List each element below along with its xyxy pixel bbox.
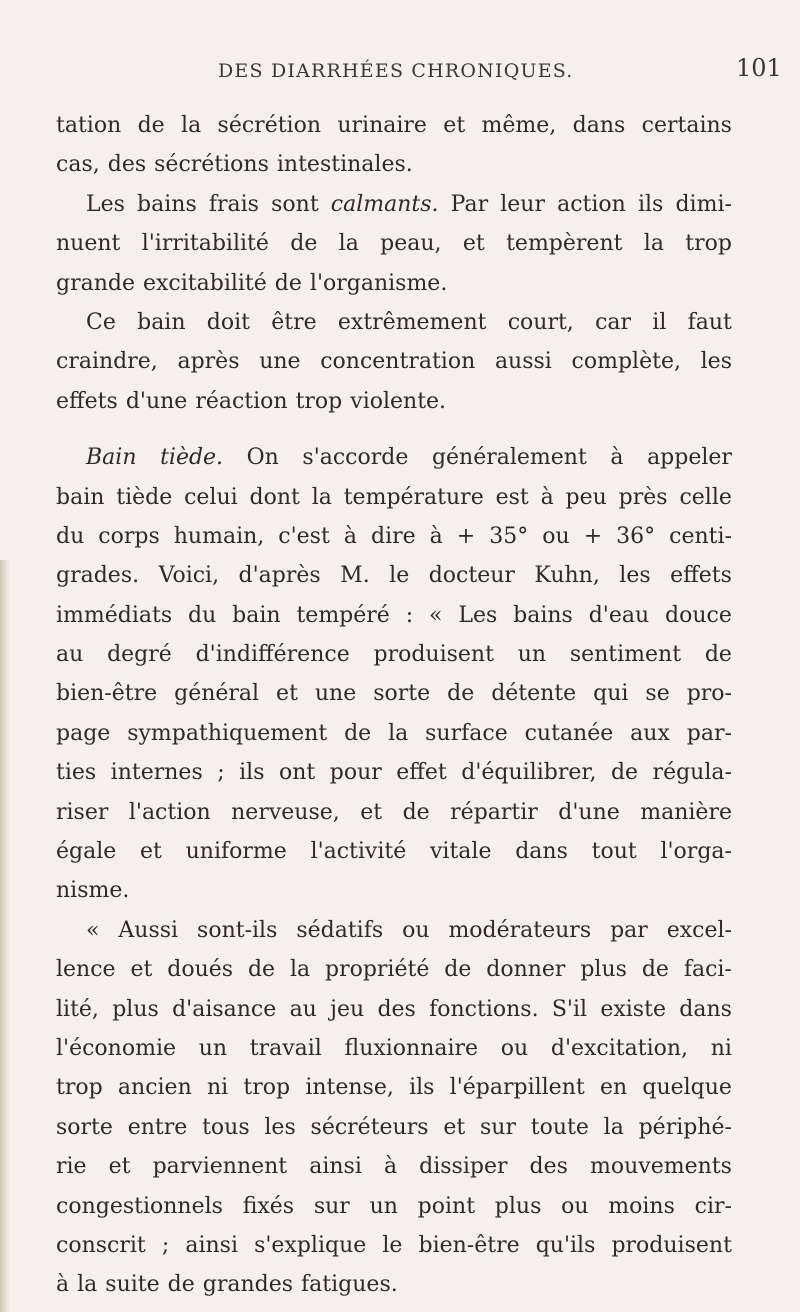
text-word: humain, <box>173 523 265 549</box>
text-word: moins <box>608 1193 675 1219</box>
text-word: près <box>618 484 668 510</box>
text-word: dimi- <box>675 191 732 217</box>
text-word: vitale <box>430 839 492 865</box>
text-word: Voici, <box>158 563 220 589</box>
text-word: lité, <box>56 996 99 1022</box>
text-word: peau, <box>380 231 442 257</box>
text-word: et <box>443 113 466 138</box>
text-word: la <box>643 231 664 257</box>
text-word: sorte <box>373 681 431 707</box>
text-word: tempèrent <box>506 231 623 257</box>
text-word: appeler <box>647 445 732 471</box>
text-line <box>56 596 732 635</box>
text-word: craindre, <box>56 349 158 375</box>
text-word: la <box>181 113 202 138</box>
text-word: nuent <box>56 231 121 257</box>
text-word: périphé- <box>638 1114 732 1140</box>
text-word: à <box>610 445 624 471</box>
text-line <box>56 517 732 556</box>
text-word: grandes <box>202 1272 294 1298</box>
text-line <box>56 342 732 381</box>
text-word: pro- <box>686 681 732 707</box>
text-word: intestinales. <box>276 152 413 178</box>
text-word: car <box>595 309 632 335</box>
text-line <box>56 264 732 303</box>
text-word: cir- <box>694 1193 732 1219</box>
text-word: bain <box>137 309 186 335</box>
text-word: effets <box>56 388 118 414</box>
text-word: à <box>343 523 357 549</box>
text-word: à <box>383 1154 398 1180</box>
text-word: plus <box>112 996 159 1022</box>
text-line <box>56 1108 732 1147</box>
text-word: réaction <box>195 388 288 414</box>
text-word: produisent <box>373 642 494 668</box>
text-word: et <box>108 1154 131 1180</box>
text-word: et <box>443 1114 466 1140</box>
text-word: qu'ils <box>535 1232 596 1258</box>
text-word: sur <box>313 1193 350 1219</box>
text-word: sentiment <box>569 642 682 668</box>
text-line <box>56 224 732 263</box>
text-word: répartir <box>450 799 538 825</box>
text-word: et <box>462 231 485 257</box>
text-word: le <box>382 1232 403 1258</box>
text-word: Aussi <box>118 917 179 943</box>
text-word: ainsi <box>309 1154 362 1180</box>
text-line <box>56 871 732 910</box>
text-word: tiède <box>116 484 173 510</box>
text-word: excitabilité <box>143 270 267 296</box>
text-word: la <box>388 720 409 746</box>
text-word: complète, <box>571 349 681 375</box>
text-word: tempéré <box>296 602 390 628</box>
text-word: dont <box>249 484 300 510</box>
text-word: bains <box>137 191 197 217</box>
text-word: toute <box>530 1114 589 1140</box>
text-word: des <box>377 996 416 1022</box>
text-word: intense, <box>305 1075 394 1101</box>
text-word: M. <box>340 563 370 589</box>
text-word: ou <box>402 917 430 943</box>
text-word: détente <box>491 681 577 707</box>
text-word: à <box>56 1272 70 1298</box>
text-word: les <box>264 1114 296 1140</box>
text-word: dissiper <box>419 1154 508 1180</box>
text-word: : <box>405 602 414 628</box>
text-word: de <box>704 642 732 668</box>
text-word: est <box>495 484 529 510</box>
text-word: grande <box>56 270 135 296</box>
text-word: être <box>271 309 317 335</box>
text-word: ; <box>161 1232 170 1258</box>
text-word: celui <box>184 484 238 510</box>
text-word: pour <box>329 760 382 786</box>
text-word: produisent <box>611 1232 732 1258</box>
text-word: effet <box>396 760 447 786</box>
text-word: sécrétions <box>154 152 269 178</box>
text-word: existe <box>600 996 666 1022</box>
text-line <box>56 556 732 595</box>
text-word: et <box>276 681 298 707</box>
text-word: une <box>314 681 357 707</box>
text-word: température <box>343 484 484 510</box>
text-word: propriété <box>324 957 430 983</box>
text-word: travail <box>249 1035 322 1061</box>
text-word: tiède. <box>160 445 224 471</box>
text-word: ancien <box>117 1075 192 1101</box>
text-word: donner <box>486 957 566 983</box>
text-word: parviennent <box>152 1154 288 1180</box>
text-word: corps <box>98 523 160 549</box>
text-word: bains <box>513 602 573 628</box>
text-word: s'accorde <box>302 445 409 471</box>
text-word: uniforme <box>185 839 287 865</box>
text-word: de <box>247 957 276 983</box>
text-word: riser <box>56 799 109 825</box>
text-word: suite <box>105 1272 160 1298</box>
text-line <box>56 832 732 871</box>
text-word: de <box>447 681 475 707</box>
text-word: ; <box>217 760 225 786</box>
text-word: une <box>259 349 301 375</box>
text-word: d'eau <box>588 602 650 628</box>
text-line <box>56 1029 732 1068</box>
text-word: qui <box>593 681 629 707</box>
text-word: ou <box>542 523 570 549</box>
text-word: modérateurs <box>448 917 592 943</box>
text-word: page <box>56 720 111 746</box>
text-word: centi- <box>669 523 732 549</box>
text-word: fluxionnaire <box>344 1035 479 1061</box>
text-word: 35° <box>489 523 529 549</box>
text-word: faci- <box>683 957 732 983</box>
text-word: de <box>137 113 165 138</box>
text-word: des <box>529 1154 568 1180</box>
text-word: l'organisme. <box>309 270 448 296</box>
text-word: du <box>188 602 217 628</box>
text-word: sont-ils <box>197 917 278 943</box>
text-word: l'activité <box>310 839 407 865</box>
text-word: trop <box>56 1075 103 1101</box>
text-line <box>56 382 732 421</box>
text-line <box>56 950 732 989</box>
text-word: frais <box>208 191 259 217</box>
text-word: nerveuse, <box>231 799 340 825</box>
text-word: de <box>444 957 472 983</box>
text-word: au <box>289 996 317 1022</box>
text-word: un <box>517 642 547 668</box>
text-word: + <box>583 523 603 549</box>
text-word: de <box>290 231 318 257</box>
text-word: bien-être <box>418 1232 520 1258</box>
text-word: égale <box>56 839 117 865</box>
text-word: Par <box>450 191 489 217</box>
text-word: dans <box>572 113 626 138</box>
text-word: ont <box>278 760 316 786</box>
text-word: plus <box>494 1193 542 1219</box>
text-word: plus <box>580 957 627 983</box>
text-word: fixés <box>242 1193 295 1219</box>
text-word: mouvements <box>590 1154 732 1180</box>
text-word: la <box>77 1272 98 1298</box>
text-word: même, <box>481 113 557 138</box>
text-word: extrêmement <box>337 309 487 335</box>
text-word: action <box>557 191 626 217</box>
running-title: DES DIARRHÉES CHRONIQUES. <box>218 60 574 82</box>
text-word: de <box>610 760 639 786</box>
text-word: + <box>456 523 476 549</box>
text-word: les <box>619 563 651 589</box>
text-word: grades. <box>56 563 140 589</box>
text-line <box>56 1226 732 1265</box>
text-word: en <box>599 1075 628 1101</box>
text-word: aux <box>630 720 670 746</box>
text-word: « <box>429 602 443 628</box>
text-word: un <box>198 1035 228 1061</box>
text-word: Les <box>458 602 498 628</box>
text-word: violente. <box>350 388 447 414</box>
text-word: Les <box>86 191 125 217</box>
text-word: congestionnels <box>56 1193 223 1219</box>
text-word: dire <box>370 523 416 549</box>
text-word: la <box>603 1114 624 1140</box>
body-text <box>56 106 732 1305</box>
text-line <box>56 990 732 1029</box>
text-word: rie <box>56 1154 87 1180</box>
text-word: sédatifs <box>296 917 384 943</box>
text-word: trop <box>295 388 343 414</box>
text-line <box>56 438 732 477</box>
text-word: ils <box>239 760 265 786</box>
text-word: du <box>56 523 85 549</box>
text-line <box>56 1187 732 1226</box>
text-word: l'orga- <box>660 839 732 865</box>
running-head <box>0 54 800 88</box>
text-word: fonctions. <box>429 996 539 1022</box>
text-word: ni <box>206 1075 229 1101</box>
text-line <box>56 635 732 674</box>
text-word: s'explique <box>254 1232 367 1258</box>
text-word: degré <box>107 642 172 668</box>
text-word: quelque <box>642 1075 732 1101</box>
text-word: excel- <box>666 917 732 943</box>
text-line <box>56 185 732 224</box>
text-word: aussi <box>494 349 552 375</box>
text-word: nisme. <box>56 878 130 904</box>
text-word: d'équilibrer, <box>461 760 597 786</box>
text-word: d'excitation, <box>550 1035 689 1061</box>
text-word: Ce <box>86 309 116 335</box>
text-word: peu <box>565 484 607 510</box>
text-word: cutanée <box>524 720 614 746</box>
text-word: c'est <box>278 523 330 549</box>
text-word: d'aisance <box>172 996 277 1022</box>
text-word: bain <box>232 602 281 628</box>
text-line <box>56 478 732 517</box>
text-word: surface <box>425 720 508 746</box>
text-word: un <box>369 1193 398 1219</box>
text-word: la <box>338 231 359 257</box>
text-word: ils <box>409 1075 435 1101</box>
text-word: bain <box>56 484 105 510</box>
text-word: On <box>246 445 279 471</box>
text-word: S'il <box>551 996 588 1022</box>
text-word: fatigues. <box>301 1272 398 1298</box>
text-word: général <box>174 681 260 707</box>
text-word: ou <box>561 1193 589 1219</box>
text-word: « <box>86 917 100 943</box>
text-word: sorte <box>56 1114 113 1140</box>
text-word: dans <box>679 996 732 1022</box>
text-word: ainsi <box>185 1232 238 1258</box>
text-word: sympathiquement <box>127 720 328 746</box>
text-word: dans <box>515 839 568 865</box>
text-word: celle <box>679 484 732 510</box>
page-number: 101 <box>736 54 782 82</box>
text-word: sur <box>479 1114 516 1140</box>
text-word: les <box>700 349 732 375</box>
text-word: la <box>289 957 311 983</box>
text-word: manière <box>640 799 732 825</box>
text-word: de <box>402 799 430 825</box>
text-word: d'après <box>238 563 321 589</box>
text-word: l'éparpillent <box>449 1075 585 1101</box>
text-word: sécrétion <box>217 113 322 138</box>
text-word: de <box>344 720 372 746</box>
text-word: l'économie <box>56 1035 177 1061</box>
text-line <box>56 106 732 145</box>
text-word: docteur <box>428 563 515 589</box>
text-word: doués <box>167 957 234 983</box>
text-word: trop <box>243 1075 291 1101</box>
text-word: par- <box>686 720 732 746</box>
text-line <box>56 753 732 792</box>
text-word: et <box>360 799 383 825</box>
text-word: et <box>130 957 153 983</box>
text-word: tous <box>202 1114 250 1140</box>
text-word: de <box>167 1272 195 1298</box>
text-line <box>56 1068 732 1107</box>
text-word: tation <box>56 113 122 138</box>
text-word: concentration <box>320 349 476 375</box>
text-word: et <box>140 839 162 865</box>
text-word: jeu <box>330 996 365 1022</box>
text-word: régula- <box>652 760 732 786</box>
text-word: internes <box>110 760 203 786</box>
text-word: calmants. <box>330 191 439 217</box>
text-word: cas, <box>56 152 100 178</box>
binding-edge-shadow <box>0 560 10 1312</box>
text-word: leur <box>500 191 545 217</box>
text-word: à <box>429 523 443 549</box>
text-word: ties <box>56 760 97 786</box>
text-word: Kuhn, <box>534 563 600 589</box>
text-word: d'indifférence <box>195 642 350 668</box>
text-line <box>56 145 732 184</box>
text-word: trop <box>685 231 732 257</box>
text-line <box>56 1265 732 1304</box>
text-word: court, <box>507 309 574 335</box>
text-word: sont <box>271 191 319 217</box>
text-word: entre <box>127 1114 188 1140</box>
text-line <box>56 911 732 950</box>
text-line <box>56 303 732 342</box>
text-word: des <box>107 152 147 178</box>
text-word: ou <box>500 1035 529 1061</box>
text-word: bien-être <box>56 681 158 707</box>
text-word: d'une <box>125 388 188 414</box>
text-word: 36° <box>616 523 656 549</box>
text-line <box>56 793 732 832</box>
text-word: conscrit <box>56 1232 146 1258</box>
text-word: il <box>652 309 667 335</box>
text-word: d'une <box>558 799 620 825</box>
text-word: urinaire <box>337 113 427 138</box>
text-word: ni <box>710 1035 732 1061</box>
text-word: sécréteurs <box>310 1114 429 1140</box>
text-word: point <box>417 1193 476 1219</box>
text-word: le <box>389 563 410 589</box>
text-word: douce <box>665 602 732 628</box>
text-word: certains <box>641 113 732 138</box>
text-line <box>56 714 732 753</box>
text-word: la <box>311 484 332 510</box>
text-word: l'irritabilité <box>141 231 269 257</box>
text-word: effets <box>670 563 732 589</box>
text-word: par <box>610 917 648 943</box>
text-word: généralement <box>431 445 587 471</box>
text-line <box>56 674 732 713</box>
text-word: se <box>645 681 670 707</box>
text-word: l'action <box>128 799 211 825</box>
text-word: au <box>56 642 84 668</box>
text-line <box>56 1147 732 1186</box>
text-word: à <box>540 484 554 510</box>
text-word: tout <box>591 839 637 865</box>
text-word: après <box>177 349 240 375</box>
text-word: faut <box>687 309 732 335</box>
text-word: lence <box>56 957 116 983</box>
text-word: ils <box>637 191 664 217</box>
text-word: de <box>641 957 669 983</box>
text-word: de <box>274 270 302 296</box>
text-word: Bain <box>86 445 137 471</box>
text-word: immédiats <box>56 602 173 628</box>
text-word: doit <box>206 309 250 335</box>
